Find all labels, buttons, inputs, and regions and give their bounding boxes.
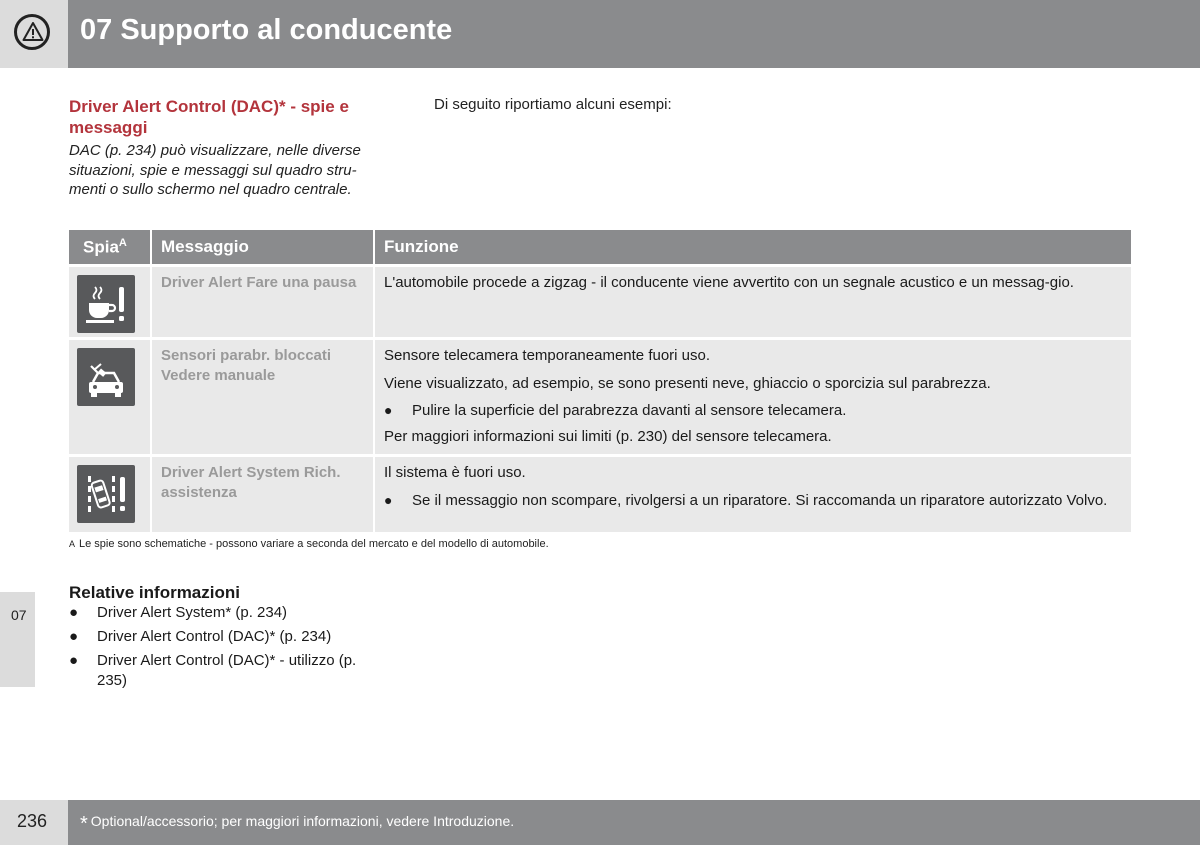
bullet-icon: ●: [384, 491, 393, 508]
header-spia-footnote-mark: A: [118, 236, 127, 249]
bullet-icon: ●: [69, 628, 79, 645]
lane-car-warning-icon: [77, 465, 135, 523]
function-text: Per maggiori informazioni sui limiti (p. 230) del sensore telecamera.: [384, 427, 832, 445]
header-funzione: Funzione: [374, 230, 1131, 266]
related-list: [69, 603, 369, 695]
message-cell: Driver Alert Fare una pausa: [151, 266, 374, 339]
header-icon-area: [0, 0, 68, 68]
header-messaggio: Messaggio: [151, 230, 374, 266]
icon-cell: [69, 339, 151, 456]
examples-intro: Di seguito riportiamo alcuni esempi:: [434, 96, 672, 113]
message-cell: Sensori parabr. bloccati Vedere manuale: [151, 339, 374, 456]
coffee-cup-warning-icon: [77, 275, 135, 333]
section-title: Driver Alert Control (DAC)* - spie e messaggi: [69, 97, 349, 137]
related-item[interactable]: [69, 603, 369, 623]
table-row: [69, 456, 1131, 532]
footer-note: [80, 813, 514, 836]
chapter-number: 07: [11, 607, 27, 623]
function-bullet: [384, 401, 1122, 421]
bullet-text: Se il messaggio non scompare, rivolgersi a un riparatore. Si raccomanda un riparatore autorizzato Volvo.: [412, 491, 1108, 509]
windscreen-sensor-icon: [77, 348, 135, 406]
footnote-mark: A: [69, 539, 76, 549]
bullet-icon: ●: [384, 402, 393, 418]
icon-cell: [69, 266, 151, 339]
bullet-text: Pulire la superficie del parabrezza davanti al sensore telecamera.: [412, 402, 847, 419]
warning-triangle-icon: [14, 14, 50, 50]
related-item[interactable]: [69, 627, 369, 647]
function-cell: [374, 456, 1131, 532]
function-text: Sensore telecamera temporaneamente fuori uso.: [384, 347, 711, 364]
related-link[interactable]: Driver Alert Control (DAC)* (p. 234): [97, 628, 332, 645]
bullet-icon: ●: [69, 652, 79, 669]
header-spia: Spia$^A$: [69, 230, 151, 266]
footer-text: Optional/accessorio; per maggiori informazioni, vedere Introduzione.: [90, 813, 515, 829]
table-header-row: [69, 230, 1131, 266]
intro-text: DAC (p. 234) può visualizzare, nelle diverse situazioni, spie e messaggi sul quadro stru-menti o sullo schermo nel quadro centrale.: [69, 142, 361, 198]
related-item[interactable]: [69, 651, 369, 690]
function-text: L'automobile procede a zigzag - il conducente viene avvertito con un segnale acustico e un messag-gio.: [384, 274, 1074, 291]
related-heading: Relative informazioni: [69, 583, 240, 602]
bullet-icon: ●: [69, 604, 79, 621]
table-row: [69, 339, 1131, 456]
header-bar: [68, 0, 1200, 68]
footnote-text: Le spie sono schematiche - possono variare a seconda del mercato e del modello di automobile.: [79, 538, 549, 550]
related-link[interactable]: Driver Alert System* (p. 234): [97, 604, 288, 621]
footer-star: *: [80, 813, 88, 835]
footer-bar: [68, 800, 1200, 845]
table-row: [69, 266, 1131, 339]
icon-cell: [69, 456, 151, 532]
function-cell: [374, 339, 1131, 456]
function-cell: [374, 266, 1131, 339]
messages-table: [69, 230, 1131, 532]
page-title: 07 Supporto al conducente: [80, 14, 453, 46]
page-number: 236: [17, 811, 48, 831]
function-text: Il sistema è fuori uso.: [384, 464, 526, 481]
related-link[interactable]: Driver Alert Control (DAC)* - utilizzo (p. 235): [97, 652, 357, 689]
function-text: Viene visualizzato, ad esempio, se sono presenti neve, ghiaccio o sporcizia sul parabrezza.: [384, 374, 991, 392]
function-bullet: [384, 491, 1122, 511]
table-footnote: [69, 538, 549, 550]
message-cell: Driver Alert System Rich. assistenza: [151, 456, 374, 532]
